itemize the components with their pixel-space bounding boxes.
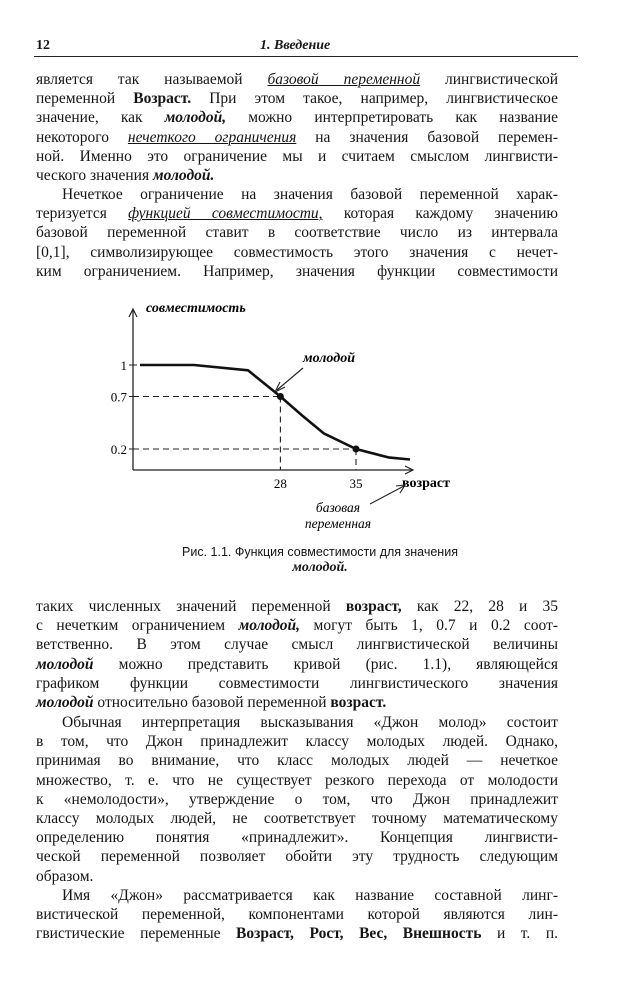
text-line: базовой переменной ставит в соответствие число из интервала [36,224,558,242]
text-line: ветственно. В этом случае смысл лингвистической величины [36,636,558,654]
base-variable-pointer [370,486,404,504]
paragraph-5 [36,886,558,944]
y-axis-label: совместимость [146,301,246,316]
text-line: некоторого нечеткого ограничения на значения базовой перемен- [36,128,558,146]
text-line: молодой можно представить кривой (рис. 1.1), являющейся [36,655,558,673]
text-line: является так называемой базовой переменной лингвистической [36,71,558,88]
x-tick-label: 35 [349,476,363,491]
page-header [36,38,579,58]
text-line: графиком функции совместимости лингвистического значения [36,674,558,692]
text-line: [0,1], символизирующее совместимость этого значения с нечет- [36,243,558,261]
text-line: таких численных значений переменной возраст, как 22, 28 и 35 [36,598,558,615]
x-tick-label: 28 [273,476,287,491]
text-line: множество, т. е. что не существует резкого перехода от молодости [36,771,558,789]
text-line: гвистические переменные Возраст, Рост, Вес, Внешность и т. п. [36,925,558,943]
text-line: вистической переменной, компонентами которой являются лин- [36,906,558,924]
text-line: теризуется функцией совместимости, которая каждому значению [36,205,558,223]
text-line: Обычная интерпретация высказывания «Джон молод» состоит [62,714,558,731]
paragraph-1 [36,70,558,185]
text-line: образом. [36,867,94,885]
compatibility-chart [0,290,619,550]
text-line: в том, что Джон принадлежит классу молодых людей. Однако, [36,733,558,751]
y-tick-label: 1 [120,358,127,373]
paragraph-2 [36,185,558,281]
caption-prefix: Рис. 1.1. Функция совместимости для значения [182,545,458,559]
x-axis-label: возраст [402,476,450,491]
text-line: принимая во внимание, что класс молодых людей — нечеткое [36,752,558,770]
text-line: определению понятия «принадлежит». Концепция лингвисти- [36,829,558,847]
text-line: переменной Возраст. При этом такое, например, лингвистическое [36,90,558,108]
page-number: 12 [36,38,50,53]
curve-label: молодой [303,351,355,366]
chapter-title: 1. Введение [260,38,331,53]
base-variable-label: базовая [315,500,361,515]
text-line: ческой переменной позволяет обойти эту трудность следующим [36,848,558,866]
text-line: ческого значения молодой. [36,166,215,184]
text-line: с нечетким ограничением молодой, могут быть 1, 0.7 и 0.2 соот- [36,617,558,635]
text-line: ной. Именно это ограничение мы и считаем смыслом лингвисти- [36,147,558,165]
figure-caption [120,544,520,576]
text-line: к «немолодости», утверждение о том, что Джон принадлежит [36,790,558,808]
compatibility-curve [140,365,410,460]
data-point [353,446,360,453]
base-variable-label: переменная [304,516,372,531]
paragraph-4 [36,713,558,886]
text-line: молодой относительно базовой переменной возраст. [36,693,387,711]
text-line: классу молодых людей, не соответствует точному математическому [36,809,558,827]
text-line: значение, как молодой, можно интерпретировать как название [36,109,558,127]
caption-term: молодой. [292,560,348,575]
text-line: ким ограничением. Например, значения функции совместимости [36,262,558,280]
y-tick-label: 0.2 [110,442,127,457]
header-rule [34,56,578,57]
paragraph-3 [36,597,558,712]
y-tick-label: 0.7 [110,389,127,405]
text-line: Нечеткое ограничение на значения базовой переменной харак- [62,186,558,203]
curve-label-pointer [277,368,303,390]
text-line: Имя «Джон» рассматривается как название составной линг- [62,887,558,904]
data-point [277,393,284,400]
